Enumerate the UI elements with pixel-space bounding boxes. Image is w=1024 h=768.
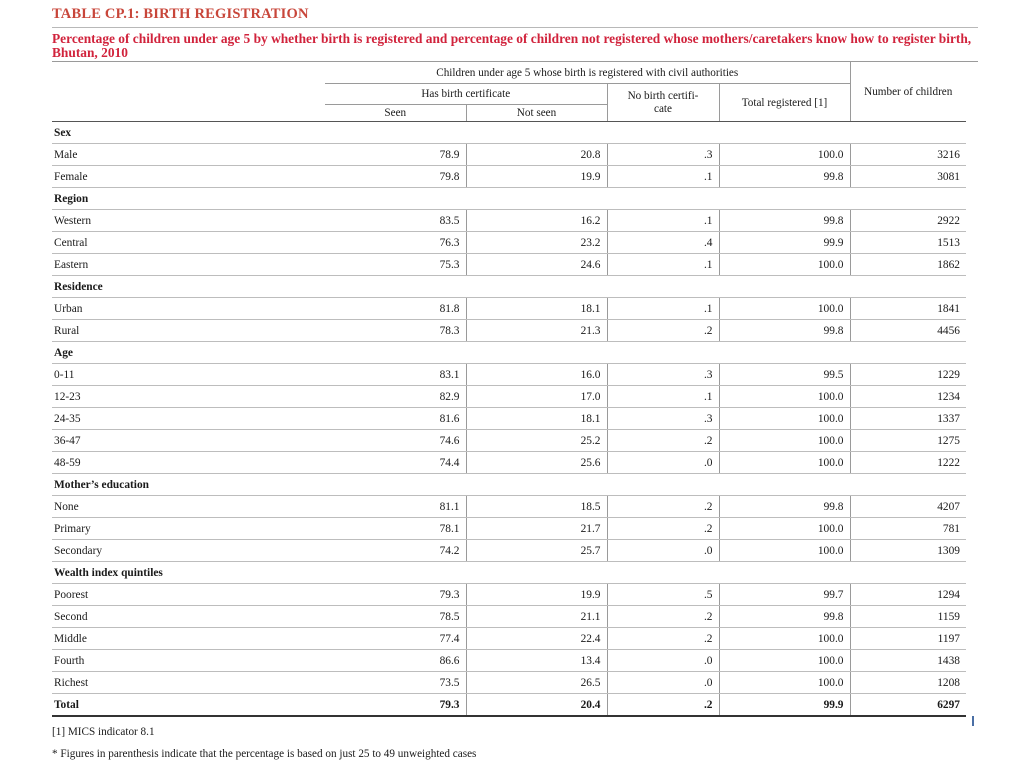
header-number-children: Number of children (850, 62, 966, 122)
header-group-registered: Children under age 5 whose birth is registered with civil authorities (325, 62, 850, 84)
cell-total-registered: 100.0 (719, 254, 850, 276)
cell-number-children: 6297 (850, 694, 966, 717)
cell-seen: 78.5 (325, 606, 466, 628)
cell-no-certificate: .2 (607, 628, 719, 650)
table-subtitle: Percentage of children under age 5 by whether birth is registered and percentage of children not registered whose mothers/caretakers know how to register birth, Bhutan, 2010 (52, 32, 978, 62)
cell-not-seen: 25.2 (466, 430, 607, 452)
cell-not-seen: 20.8 (466, 144, 607, 166)
header-has-certificate: Has birth certificate (325, 84, 607, 105)
cell-no-certificate: .1 (607, 166, 719, 188)
cell-total-registered: 100.0 (719, 386, 850, 408)
cell-total-registered: 99.9 (719, 232, 850, 254)
cell-no-certificate: .1 (607, 298, 719, 320)
cell-not-seen: 19.9 (466, 584, 607, 606)
cell-seen: 77.4 (325, 628, 466, 650)
cell-no-certificate: .3 (607, 364, 719, 386)
table-row (52, 320, 966, 342)
cell-total-registered: 100.0 (719, 672, 850, 694)
table-row (52, 584, 966, 606)
cell-not-seen: 23.2 (466, 232, 607, 254)
cell-no-certificate: .2 (607, 606, 719, 628)
table-title: TABLE CP.1: BIRTH REGISTRATION (52, 6, 978, 28)
cell-total-registered: 99.8 (719, 320, 850, 342)
cell-total-registered: 100.0 (719, 650, 850, 672)
table-header (52, 62, 966, 122)
row-label: 24-35 (52, 408, 325, 430)
cell-seen: 76.3 (325, 232, 466, 254)
cell-total-registered: 100.0 (719, 628, 850, 650)
group-label: Mother’s education (52, 474, 966, 496)
row-label: Secondary (52, 540, 325, 562)
row-label: Female (52, 166, 325, 188)
cell-seen: 79.8 (325, 166, 466, 188)
cell-total-registered: 100.0 (719, 540, 850, 562)
header-total-registered: Total registered [1] (719, 84, 850, 122)
cell-number-children: 1229 (850, 364, 966, 386)
group-header-row (52, 562, 966, 584)
table-row (52, 650, 966, 672)
cell-no-certificate: .0 (607, 452, 719, 474)
cell-number-children: 4207 (850, 496, 966, 518)
table-row (52, 518, 966, 540)
row-label: None (52, 496, 325, 518)
row-label: Western (52, 210, 325, 232)
cell-total-registered: 99.8 (719, 210, 850, 232)
cell-seen: 75.3 (325, 254, 466, 276)
cell-seen: 81.8 (325, 298, 466, 320)
document-page (52, 6, 972, 765)
cell-not-seen: 21.1 (466, 606, 607, 628)
group-header-row (52, 188, 966, 210)
table-row (52, 540, 966, 562)
cell-seen: 74.2 (325, 540, 466, 562)
cell-number-children: 781 (850, 518, 966, 540)
cell-no-certificate: .5 (607, 584, 719, 606)
table-row (52, 166, 966, 188)
cell-total-registered: 100.0 (719, 452, 850, 474)
cell-not-seen: 20.4 (466, 694, 607, 717)
cell-seen: 81.6 (325, 408, 466, 430)
cell-no-certificate: .2 (607, 430, 719, 452)
table-row (52, 298, 966, 320)
table-row (52, 408, 966, 430)
row-label: Richest (52, 672, 325, 694)
cell-seen: 83.5 (325, 210, 466, 232)
cell-not-seen: 22.4 (466, 628, 607, 650)
cell-not-seen: 26.5 (466, 672, 607, 694)
cell-no-certificate: .3 (607, 408, 719, 430)
row-label: Eastern (52, 254, 325, 276)
cell-seen: 82.9 (325, 386, 466, 408)
footnote-mics: [1] MICS indicator 8.1 (52, 726, 155, 738)
cell-not-seen: 16.2 (466, 210, 607, 232)
table-row (52, 386, 966, 408)
table-row (52, 144, 966, 166)
group-label: Age (52, 342, 966, 364)
cell-seen: 78.9 (325, 144, 466, 166)
cell-no-certificate: .1 (607, 254, 719, 276)
row-label: 12-23 (52, 386, 325, 408)
table-notes (52, 721, 972, 765)
group-header-row (52, 474, 966, 496)
group-label: Sex (52, 122, 966, 144)
cell-not-seen: 25.7 (466, 540, 607, 562)
cell-number-children: 3081 (850, 166, 966, 188)
cell-total-registered: 99.9 (719, 694, 850, 717)
header-seen: Seen (325, 105, 466, 122)
row-label: 48-59 (52, 452, 325, 474)
cell-total-registered: 100.0 (719, 408, 850, 430)
header-no-certificate-text: No birth certifi-cate (627, 89, 699, 115)
page-edge-mark (972, 716, 974, 726)
cell-total-registered: 99.8 (719, 496, 850, 518)
cell-total-registered: 100.0 (719, 430, 850, 452)
cell-seen: 73.5 (325, 672, 466, 694)
group-header-row (52, 122, 966, 144)
cell-total-registered: 99.8 (719, 166, 850, 188)
row-label: Total (52, 694, 325, 717)
header-no-certificate (607, 84, 719, 122)
row-label: Poorest (52, 584, 325, 606)
cell-no-certificate: .3 (607, 144, 719, 166)
cell-number-children: 1222 (850, 452, 966, 474)
group-label: Residence (52, 276, 966, 298)
cell-seen: 79.3 (325, 584, 466, 606)
cell-seen: 79.3 (325, 694, 466, 717)
group-header-row (52, 276, 966, 298)
cell-not-seen: 18.1 (466, 408, 607, 430)
cell-number-children: 1159 (850, 606, 966, 628)
cell-no-certificate: .2 (607, 496, 719, 518)
cell-total-registered: 99.5 (719, 364, 850, 386)
cell-number-children: 1337 (850, 408, 966, 430)
group-label: Wealth index quintiles (52, 562, 966, 584)
cell-no-certificate: .0 (607, 672, 719, 694)
cell-number-children: 1208 (850, 672, 966, 694)
cell-number-children: 2922 (850, 210, 966, 232)
table-row (52, 606, 966, 628)
table-row (52, 672, 966, 694)
cell-not-seen: 21.7 (466, 518, 607, 540)
header-empty-cell (52, 62, 325, 122)
table-body (52, 122, 966, 717)
group-label: Region (52, 188, 966, 210)
cell-seen: 86.6 (325, 650, 466, 672)
cell-seen: 83.1 (325, 364, 466, 386)
cell-number-children: 1513 (850, 232, 966, 254)
footnote-parenthesis: * Figures in parenthesis indicate that the percentage is based on just 25 to 49 unweighted cases (52, 748, 477, 760)
cell-number-children: 1841 (850, 298, 966, 320)
row-label: Primary (52, 518, 325, 540)
cell-total-registered: 99.8 (719, 606, 850, 628)
cell-no-certificate: .2 (607, 518, 719, 540)
cell-total-registered: 100.0 (719, 144, 850, 166)
cell-not-seen: 16.0 (466, 364, 607, 386)
cell-number-children: 1309 (850, 540, 966, 562)
table-row (52, 430, 966, 452)
cell-seen: 78.1 (325, 518, 466, 540)
total-row (52, 694, 966, 717)
table-row (52, 628, 966, 650)
cell-not-seen: 18.1 (466, 298, 607, 320)
cell-number-children: 1197 (850, 628, 966, 650)
cell-number-children: 1275 (850, 430, 966, 452)
cell-number-children: 4456 (850, 320, 966, 342)
cell-no-certificate: .1 (607, 210, 719, 232)
group-header-row (52, 342, 966, 364)
cell-total-registered: 100.0 (719, 298, 850, 320)
cell-no-certificate: .2 (607, 320, 719, 342)
row-label: Male (52, 144, 325, 166)
cell-number-children: 1294 (850, 584, 966, 606)
birth-registration-table (52, 62, 966, 717)
cell-total-registered: 100.0 (719, 518, 850, 540)
row-label: Second (52, 606, 325, 628)
row-label: 0-11 (52, 364, 325, 386)
cell-seen: 81.1 (325, 496, 466, 518)
cell-seen: 78.3 (325, 320, 466, 342)
cell-not-seen: 18.5 (466, 496, 607, 518)
cell-number-children: 1862 (850, 254, 966, 276)
cell-total-registered: 99.7 (719, 584, 850, 606)
cell-not-seen: 21.3 (466, 320, 607, 342)
cell-not-seen: 19.9 (466, 166, 607, 188)
table-row (52, 452, 966, 474)
cell-no-certificate: .4 (607, 232, 719, 254)
row-label: 36-47 (52, 430, 325, 452)
row-label: Rural (52, 320, 325, 342)
cell-number-children: 1234 (850, 386, 966, 408)
cell-not-seen: 24.6 (466, 254, 607, 276)
cell-no-certificate: .0 (607, 540, 719, 562)
table-row (52, 210, 966, 232)
row-label: Central (52, 232, 325, 254)
row-label: Urban (52, 298, 325, 320)
row-label: Fourth (52, 650, 325, 672)
table-row (52, 254, 966, 276)
cell-not-seen: 17.0 (466, 386, 607, 408)
cell-not-seen: 25.6 (466, 452, 607, 474)
cell-seen: 74.6 (325, 430, 466, 452)
cell-not-seen: 13.4 (466, 650, 607, 672)
cell-number-children: 1438 (850, 650, 966, 672)
header-not-seen: Not seen (466, 105, 607, 122)
cell-seen: 74.4 (325, 452, 466, 474)
table-row (52, 496, 966, 518)
table-row (52, 232, 966, 254)
cell-no-certificate: .1 (607, 386, 719, 408)
cell-no-certificate: .2 (607, 694, 719, 717)
table-row (52, 364, 966, 386)
row-label: Middle (52, 628, 325, 650)
cell-number-children: 3216 (850, 144, 966, 166)
cell-no-certificate: .0 (607, 650, 719, 672)
